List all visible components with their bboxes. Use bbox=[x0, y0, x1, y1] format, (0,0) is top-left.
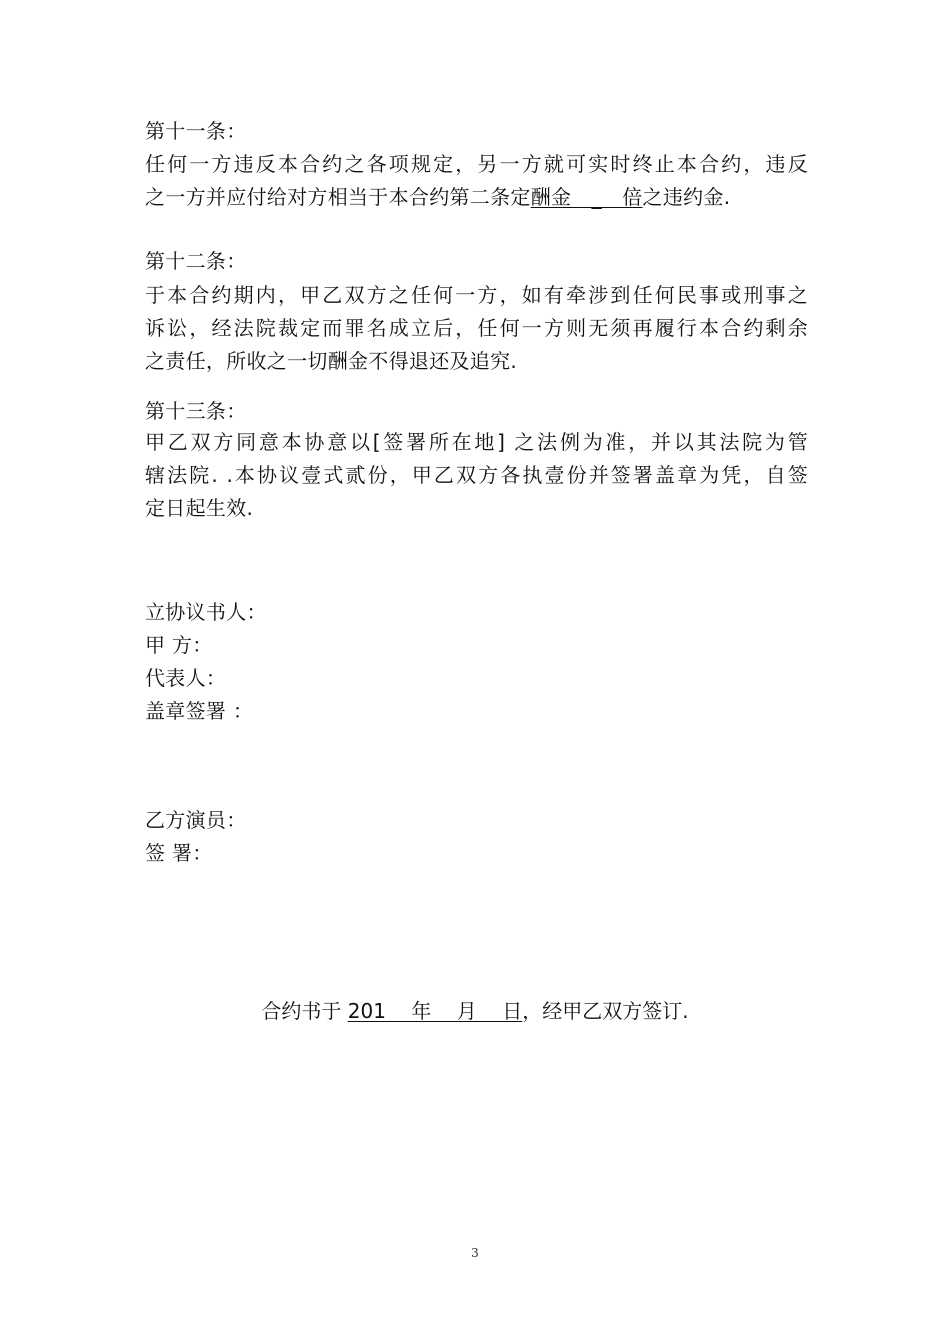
article-13-heading: 第十三条： bbox=[145, 399, 247, 423]
seal-signature-label: 盖章签署 ： bbox=[145, 699, 254, 723]
article-12-line-1: 于本合约期内，甲乙双方之任何一方，如有牵涉到任何民事或刑事之 bbox=[145, 283, 808, 307]
fee-multiplier-blank: 酬金 _ 倍 bbox=[530, 185, 643, 209]
page-number: 3 bbox=[471, 1246, 479, 1260]
article-13-line-1: 甲乙双方同意本协意以[签署所在地] 之法例为准，并以其法院为管 bbox=[145, 430, 808, 454]
party-b-signature-label: 签 署： bbox=[145, 841, 213, 865]
article-11-heading: 第十一条： bbox=[145, 119, 247, 143]
article-13-line-2: 辖法院. .本协议壹式贰份，甲乙双方各执壹份并签署盖章为凭，自签 bbox=[145, 463, 808, 487]
signatory-label: 立协议书人： bbox=[145, 600, 267, 624]
party-b-actor-label: 乙方演员： bbox=[145, 808, 247, 832]
article-13-line-3: 定日起生效. bbox=[145, 496, 254, 520]
article-11-line-2-text: 之一方并应付给对方相当于本合约第二条定 bbox=[145, 185, 531, 209]
representative-label: 代表人： bbox=[145, 666, 227, 690]
article-12-line-3: 之责任，所收之一切酬金不得退还及追究. bbox=[145, 349, 518, 373]
article-11-line-1: 任何一方违反本合约之各项规定，另一方就可实时终止本合约，违反 bbox=[145, 152, 808, 176]
article-11-line-2 bbox=[145, 181, 730, 214]
party-a-label: 甲 方： bbox=[145, 633, 213, 657]
article-12-heading: 第十二条： bbox=[145, 249, 247, 273]
article-11-line-2-tail: 之违约金. bbox=[642, 185, 731, 209]
article-12-line-2: 诉讼，经法院裁定而罪名成立后，任何一方则无须再履行本合约剩余 bbox=[145, 316, 808, 340]
signing-date-prefix: 合约书于 bbox=[261, 999, 348, 1023]
signing-date-blank: 201 年 月 日 bbox=[347, 999, 523, 1023]
signing-date-line bbox=[0, 995, 950, 1028]
signing-date-suffix: ，经甲乙双方签订. bbox=[522, 999, 689, 1023]
